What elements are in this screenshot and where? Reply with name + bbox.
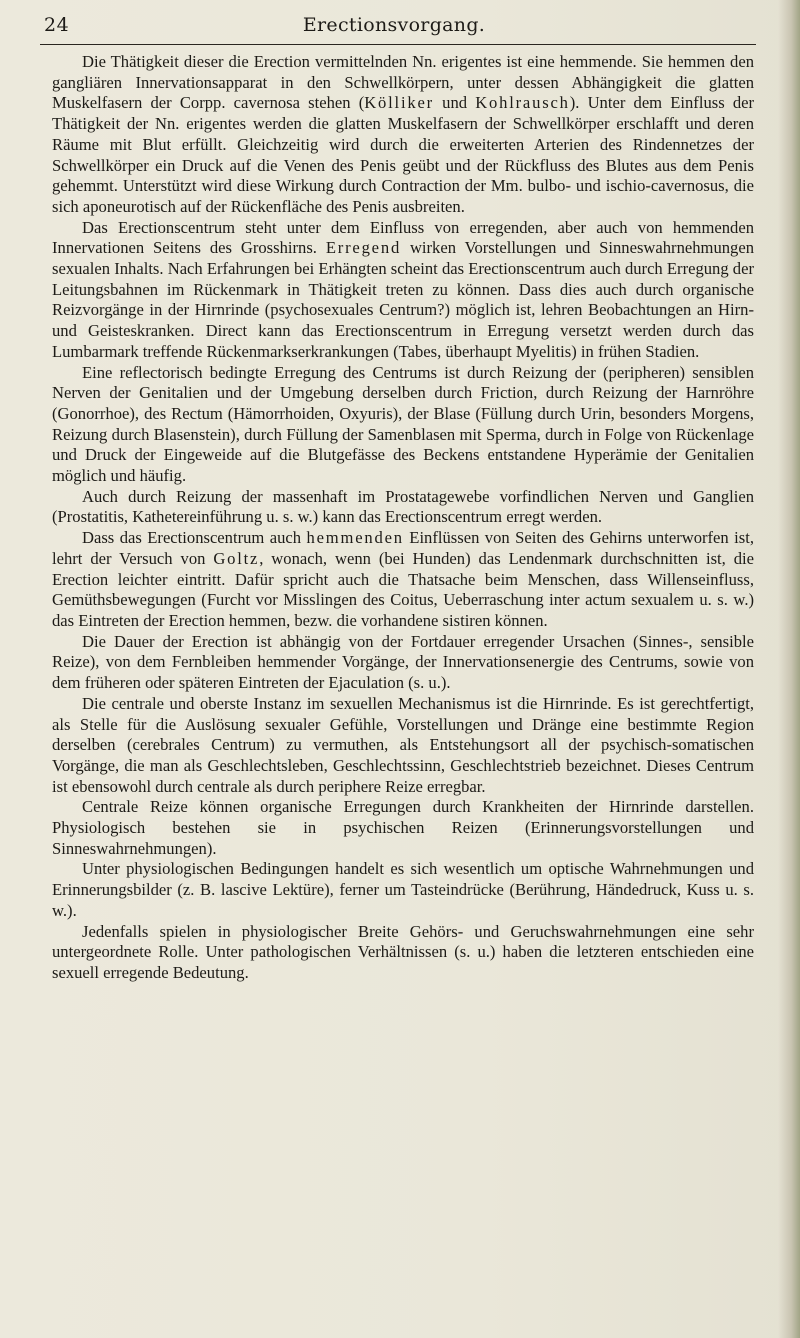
text-run: Das Erectionscentrum steht unter dem Einfluss von erregenden, aber auch von hemmenden Innervationen Seitens des Grosshirns.: [52, 217, 754, 258]
text-run: Jedenfalls spielen in physiologischer Breite Gehörs- und Geruchswahrnehmungen eine sehr untergeordnete Rolle. Unter pathologischen Verhältnissen (s. u.) haben die letzteren entschieden eine sexuell erregende Bedeutung.: [52, 921, 754, 982]
paragraph: [52, 52, 754, 218]
paragraph: [52, 922, 754, 984]
text-run: Auch durch Reizung der massenhaft im Prostatagewebe vorfindlichen Nerven und Ganglien (Prostatitis, Kathetereinführung u. s. w.) kann das Erectionscentrum erregt werden.: [52, 486, 754, 527]
paragraph: [52, 487, 754, 528]
text-run: Einflüssen von Seiten des Gehirns unterworfen ist, lehrt der Versuch von: [52, 528, 754, 568]
text-run: Die Dauer der Erection ist abhängig von der Fortdauer erregender Ursachen (Sinnes-, sensible Reize), von dem Fernbleiben hemmender Vorgänge, der Innervationsenergie des Centrums, sowie von dem früheren oder späteren Eintreten der Ejaculation (s. u.).: [52, 631, 754, 693]
page-edge-shadow: [778, 0, 800, 1338]
spaced-emphasis: Kölliker: [364, 93, 434, 113]
text-run: Die centrale und oberste Instanz im sexuellen Mechanismus ist die Hirnrinde. Es ist gerechtfertigt, als Stelle für die Auslösung sexualer Gefühle, Vorstellungen und Dränge eine bestimmte Region derselben (cerebrales Centrum) zu vermuthen, als Entstehungsort all der psychisch-somatischen Vorgänge, die man als Geschlechtsleben, Geschlechtssinn, Geschlechtstrieb bezeichnet. Dieses Centrum ist ebensowohl durch centrale als durch periphere Reize erregbar.: [52, 693, 754, 796]
text-run: ). Unter dem Einfluss der Thätigkeit der Nn. erigentes werden die glatten Muskelfasern der Schwellkörper erschlafft und deren Räume mit Blut erfüllt. Gleichzeitig wird durch die erweiterten Arterien des Rindennetzes der Schwellkörper ein Druck auf die Venen des Penis geübt und der Rückfluss des Blutes aus dem Penis gehemmt. Unterstützt wird diese Wirkung durch Contraction der Mm. bulbo- und ischio-cavernosus, die sich aponeurotisch auf der Rückenfläche des Penis ausbreiten.: [52, 93, 755, 216]
paragraph: [52, 218, 754, 363]
body-text: [52, 52, 754, 984]
page-header: [44, 14, 744, 44]
spaced-emphasis: hemmenden: [306, 528, 404, 548]
text-run: Die Thätigkeit dieser die Erection vermittelnden Nn. erigentes ist eine hemmende. Sie hemmen den gangliären Innervationsapparat in den Schwellkörpern, unter dessen Abhängigkeit die glatten Muskelfasern der Corpp. cavernosa stehen (: [52, 52, 754, 113]
header-rule: [40, 44, 756, 45]
running-title: Erectionsvorgang.: [302, 14, 486, 36]
page-number: 24: [44, 14, 70, 36]
spaced-emphasis: Goltz: [213, 548, 260, 568]
text-run: Unter physiologischen Bedingungen handelt es sich wesentlich um optische Wahrnehmungen und Erinnerungsbilder (z. B. lascive Lektüre), ferner um Tasteindrücke (Berührung, Händedruck, Kuss u. s. w.).: [52, 859, 754, 920]
spaced-emphasis: Erregend: [325, 238, 402, 258]
paragraph: [52, 528, 754, 632]
paragraph: [52, 363, 754, 487]
spaced-emphasis: Kohlrausch: [475, 93, 570, 113]
paragraph: [52, 632, 754, 694]
paragraph: [52, 859, 754, 921]
paragraph: [52, 694, 754, 798]
text-run: Centrale Reize können organische Erregungen durch Krankheiten der Hirnrinde darstellen. Physiologisch bestehen sie in psychischen Reizen (Erinnerungsvorstellungen und Sinneswahrnehmungen).: [52, 797, 754, 858]
paragraph: [52, 797, 754, 859]
text-run: und: [433, 93, 476, 113]
text-run: , wonach, wenn (bei Hunden) das Lendenmark durchschnitten ist, die Erection leichter eintritt. Dafür spricht auch die Thatsache beim Menschen, dass Willenseinfluss, Gemüthsbewegungen (Furcht vor Misslingen des Coitus, Ueberraschung inter actum sexualem u. s. w.) das Eintreten der Erection hemmen, bezw. die vorhandene sistiren können.: [52, 548, 754, 630]
text-run: Eine reflectorisch bedingte Erregung des Centrums ist durch Reizung der (peripheren) sensiblen Nerven der Genitalien und der Umgebung derselben durch Friction, durch Reizung der Harnröhre (Gonorrhoe), des Rectum (Hämorrhoiden, Oxyuris), der Blase (Füllung durch Urin, besonders Morgens, Reizung durch Blasenstein), durch Füllung der Samenblasen mit Sperma, durch in Folge von Rückenlage und Druck der Eingeweide auf die Blutgefässe des Beckens entstandene Hyperämie der Genitalien möglich und häufig.: [52, 362, 754, 486]
text-run: Dass das Erectionscentrum auch: [82, 528, 307, 548]
text-run: wirken Vorstellungen und Sinneswahrnehmungen sexualen Inhalts. Nach Erfahrungen bei Erhängten scheint das Erectionscentrum auch durch Erregung der Leitungsbahnen im Rückenmark in Thätigkeit treten zu können. Dass dies auch durch organische Reizvorgänge in der Hirnrinde (psychosexuales Centrum?) möglich ist, lehren Beobachtungen an Hirn- und Geisteskranken. Direct kann das Erectionscentrum in Erregung versetzt werden durch das Lumbarmark treffende Rückenmarkserkrankungen (Tabes, überhaupt Myelitis) in frühen Stadien.: [52, 238, 754, 361]
